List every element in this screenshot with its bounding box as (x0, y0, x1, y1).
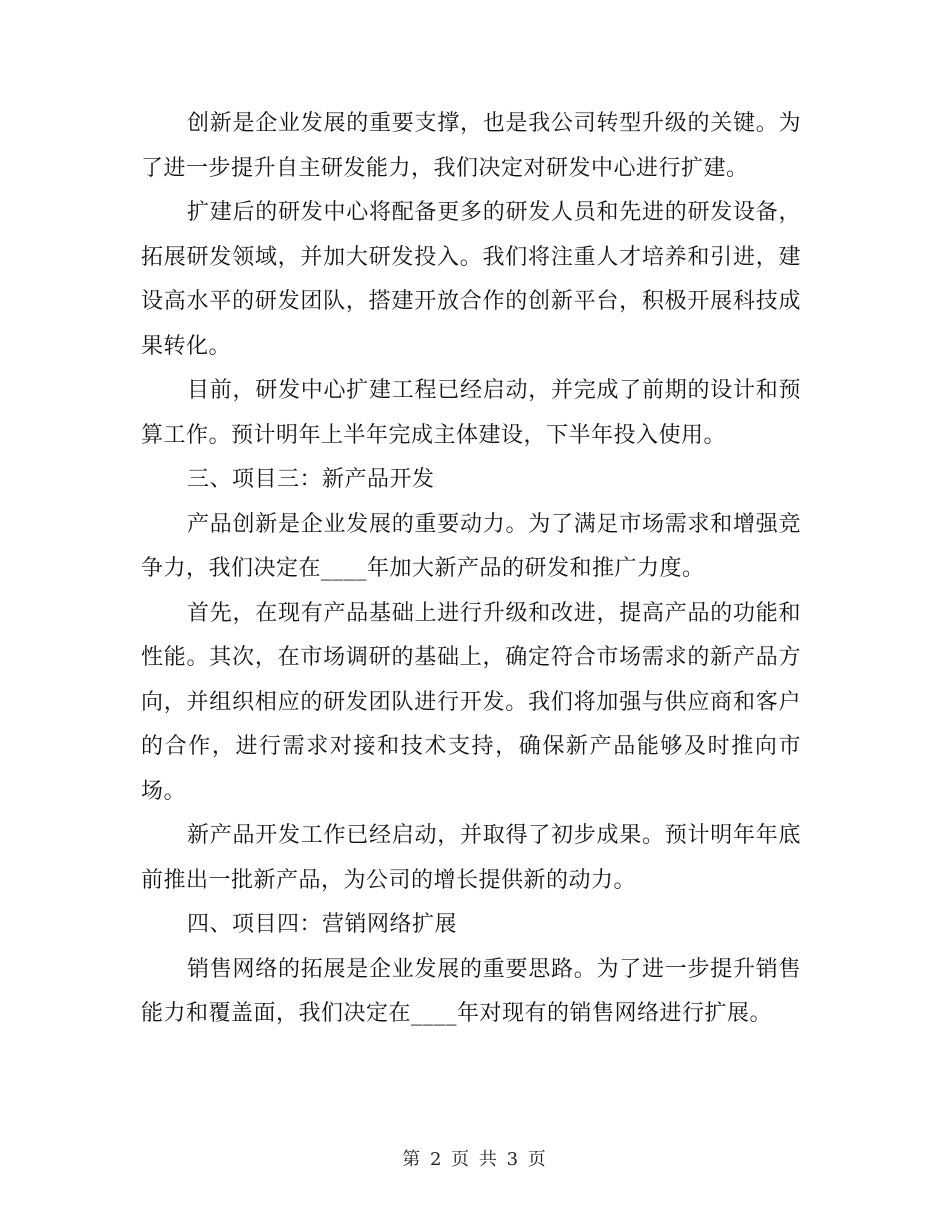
paragraph-product-plan: 首先，在现有产品基础上进行升级和改进，提高产品的功能和性能。其次，在市场调研的基础上，确定符合市场需求的新产品方向，并组织相应的研发团队进行开发。我们将加强与供应商和客户的合作，进行需求对接和技术支持，确保新产品能够及时推向市场。 (141, 600, 801, 804)
paragraph-rd-expansion: 扩建后的研发中心将配备更多的研发人员和先进的研发设备，拓展研发领域，并加大研发投入。我们将注重人才培养和引进，建设高水平的研发团队，搭建开放合作的创新平台，积极开展科技成果转化。 (141, 200, 801, 359)
section-heading-project-4: 四、项目四：营销网络扩展 (187, 912, 458, 937)
document-body (141, 102, 801, 1037)
page-footer: 第 2 页 共 3 页 (402, 1149, 548, 1170)
paragraph-product-progress: 新产品开发工作已经启动，并取得了初步成果。预计明年年底前推出一批新产品，为公司的增长提供新的动力。 (141, 823, 801, 893)
paragraph-rd-progress: 目前，研发中心扩建工程已经启动，并完成了前期的设计和预算工作。预计明年上半年完成主体建设，下半年投入使用。 (141, 378, 801, 448)
paragraph-product-intro: 产品创新是企业发展的重要动力。为了满足市场需求和增强竞争力，我们决定在____年加大新产品的研发和推广力度。 (141, 511, 801, 581)
section-heading-project-3: 三、项目三：新产品开发 (187, 467, 435, 492)
paragraph-sales-intro: 销售网络的拓展是企业发展的重要思路。为了进一步提升销售能力和覆盖面，我们决定在____年对现有的销售网络进行扩展。 (141, 956, 801, 1026)
paragraph-rd-intro: 创新是企业发展的重要支撑，也是我公司转型升级的关键。为了进一步提升自主研发能力，我们决定对研发中心进行扩建。 (141, 111, 801, 181)
